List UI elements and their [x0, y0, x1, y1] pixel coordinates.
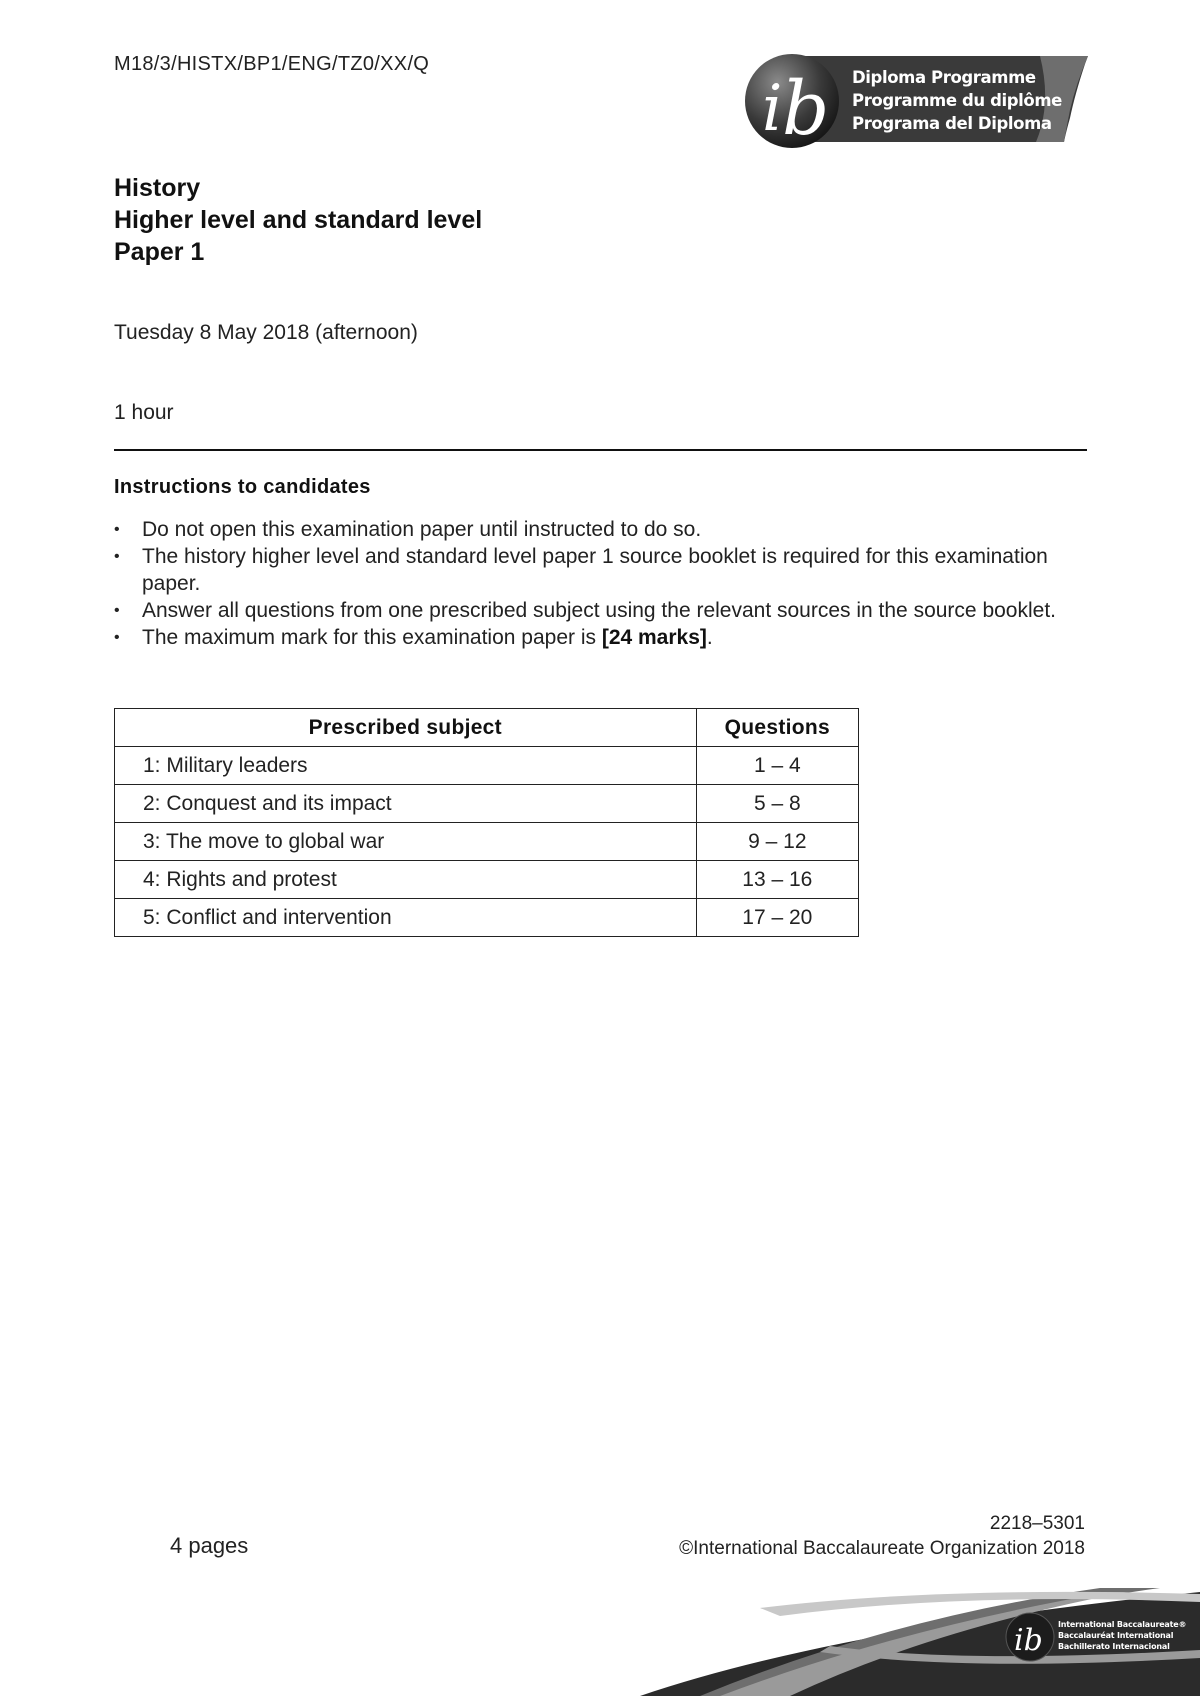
subject-cell: 1: Military leaders	[115, 747, 697, 785]
instruction-text: Answer all questions from one prescribed subject using the relevant sources in the source booklet.	[142, 599, 1056, 622]
page-title	[114, 172, 482, 268]
bullet-icon: •	[114, 521, 120, 538]
page-count: 4 pages	[170, 1533, 249, 1558]
svg-text:ib: ib	[1014, 1623, 1043, 1658]
instruction-text: The maximum mark for this examination paper is	[142, 626, 602, 649]
questions-cell: 17 – 20	[696, 899, 858, 937]
subject-cell: 2: Conquest and its impact	[115, 785, 697, 823]
questions-cell: 13 – 16	[696, 861, 858, 899]
bullet-icon: •	[114, 629, 120, 646]
instruction-item	[114, 624, 1074, 651]
instruction-item	[114, 597, 1074, 624]
footer-logo-line: International Baccalaureate®	[1058, 1620, 1187, 1629]
divider	[114, 449, 1087, 451]
footer-info	[679, 1511, 1085, 1561]
max-mark-value: [24 marks]	[601, 626, 707, 649]
ib-footer-logo	[640, 1588, 1200, 1696]
svg-text:b: b	[782, 66, 830, 152]
subject-cell: 5: Conflict and intervention	[115, 899, 697, 937]
instruction-text: Do not open this examination paper until instructed to do so.	[142, 518, 702, 541]
subject-cell: 3: The move to global war	[115, 823, 697, 861]
instructions-heading: Instructions to candidates	[114, 476, 371, 498]
paper-code: 2218–5301	[989, 1513, 1085, 1534]
column-header-subject: Prescribed subject	[115, 709, 697, 747]
questions-cell: 9 – 12	[696, 823, 858, 861]
instruction-item	[114, 516, 1074, 543]
level-title: Higher level and standard level	[114, 206, 483, 234]
exam-date: Tuesday 8 May 2018 (afternoon)	[114, 321, 418, 344]
bullet-icon: •	[114, 602, 120, 619]
svg-text:i: i	[762, 72, 783, 146]
instruction-item	[114, 543, 1074, 597]
column-header-questions: Questions	[696, 709, 858, 747]
table-row	[115, 861, 859, 899]
table-row	[115, 823, 859, 861]
ib-diploma-logo	[740, 54, 1090, 154]
subject-cell: 4: Rights and protest	[115, 861, 697, 899]
instruction-text: The history higher level and standard level paper 1 source booklet is required for this examination paper.	[142, 545, 1048, 595]
table-header-row	[115, 709, 859, 747]
subject-title: History	[114, 174, 201, 202]
logo-line: Programa del Diploma	[852, 114, 1052, 133]
table-row	[115, 785, 859, 823]
copyright: ©International Baccalaureate Organization 2018	[679, 1538, 1085, 1559]
instruction-suffix: .	[706, 626, 713, 649]
table-row	[115, 747, 859, 785]
logo-line: Diploma Programme	[852, 68, 1036, 87]
instructions-list	[114, 516, 1074, 651]
logo-text	[852, 66, 1062, 135]
reference-code: M18/3/HISTX/BP1/ENG/TZ0/XX/Q	[114, 53, 430, 75]
questions-cell: 1 – 4	[696, 747, 858, 785]
footer-logo-text	[1058, 1619, 1186, 1652]
prescribed-subjects-table	[114, 708, 859, 937]
footer-logo-line: Baccalauréat International	[1058, 1631, 1174, 1640]
bullet-icon: •	[114, 548, 120, 565]
table-row	[115, 899, 859, 937]
questions-cell: 5 – 8	[696, 785, 858, 823]
logo-line: Programme du diplôme	[852, 91, 1062, 110]
paper-title: Paper 1	[114, 238, 205, 266]
footer-logo-line: Bachillerato Internacional	[1058, 1642, 1170, 1651]
exam-duration: 1 hour	[114, 401, 174, 424]
